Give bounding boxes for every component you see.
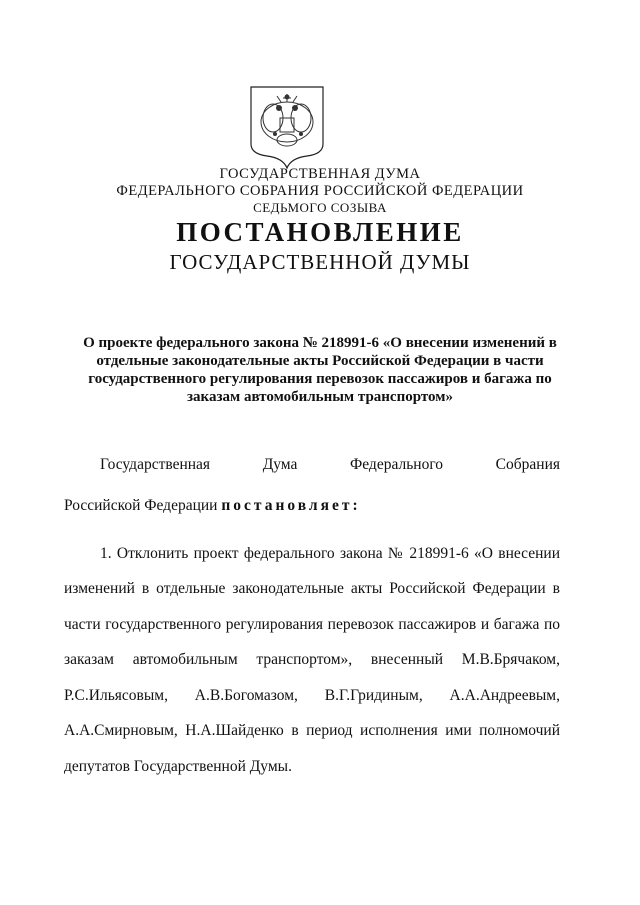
coat-of-arms-icon <box>247 84 327 170</box>
paragraph-line: части государственного регулирования перевозок пассажиров и багажа по <box>64 616 560 633</box>
convocation: СЕДЬМОГО СОЗЫВА <box>253 200 387 215</box>
document-type: ПОСТАНОВЛЕНИЕ <box>176 217 464 247</box>
resolves-keyword: постановляет: <box>221 497 361 514</box>
preamble-text: Российской Федерации <box>64 497 218 514</box>
preamble-word: Федерального <box>350 456 444 473</box>
preamble-word: Государственная <box>100 456 211 473</box>
document-issuer: ГОСУДАРСТВЕННОЙ ДУМЫ <box>169 250 471 274</box>
subject-line: заказам автомобильным транспортом» <box>187 389 453 405</box>
paragraph-line: А.А.Смирновым, Н.А.Шайденко в период исполнения ими полномочий <box>64 722 560 739</box>
subject-line: О проекте федерального закона № 218991-6 «О внесении изменений в <box>83 335 557 351</box>
preamble-line2 <box>64 497 361 515</box>
paragraph-line: заказам автомобильным транспортом», внесенный М.В.Брячаком, <box>64 651 560 668</box>
paragraph-line: 1. Отклонить проект федерального закона № 218991-6 «О внесении <box>100 545 560 562</box>
paragraph-line: депутатов Государственной Думы. <box>64 758 292 775</box>
subject-line: государственного регулирования перевозок пассажиров и багажа по <box>88 371 552 387</box>
preamble-word: Собрания <box>495 456 560 473</box>
org-name-line1: ГОСУДАРСТВЕННАЯ ДУМА <box>219 166 421 182</box>
preamble-line1 <box>100 456 560 474</box>
paragraph-line: Р.С.Ильясовым, А.В.Богомазом, В.Г.Гридиным, А.А.Андреевым, <box>64 687 560 704</box>
subject-line: отдельные законодательные акты Российской Федерации в части <box>96 353 544 369</box>
preamble-word: Дума <box>262 456 298 473</box>
org-name-line2: ФЕДЕРАЛЬНОГО СОБРАНИЯ РОССИЙСКОЙ ФЕДЕРАЦИИ <box>116 183 524 199</box>
paragraph-line: изменений в отдельные законодательные акты Российской Федерации в <box>64 580 560 597</box>
